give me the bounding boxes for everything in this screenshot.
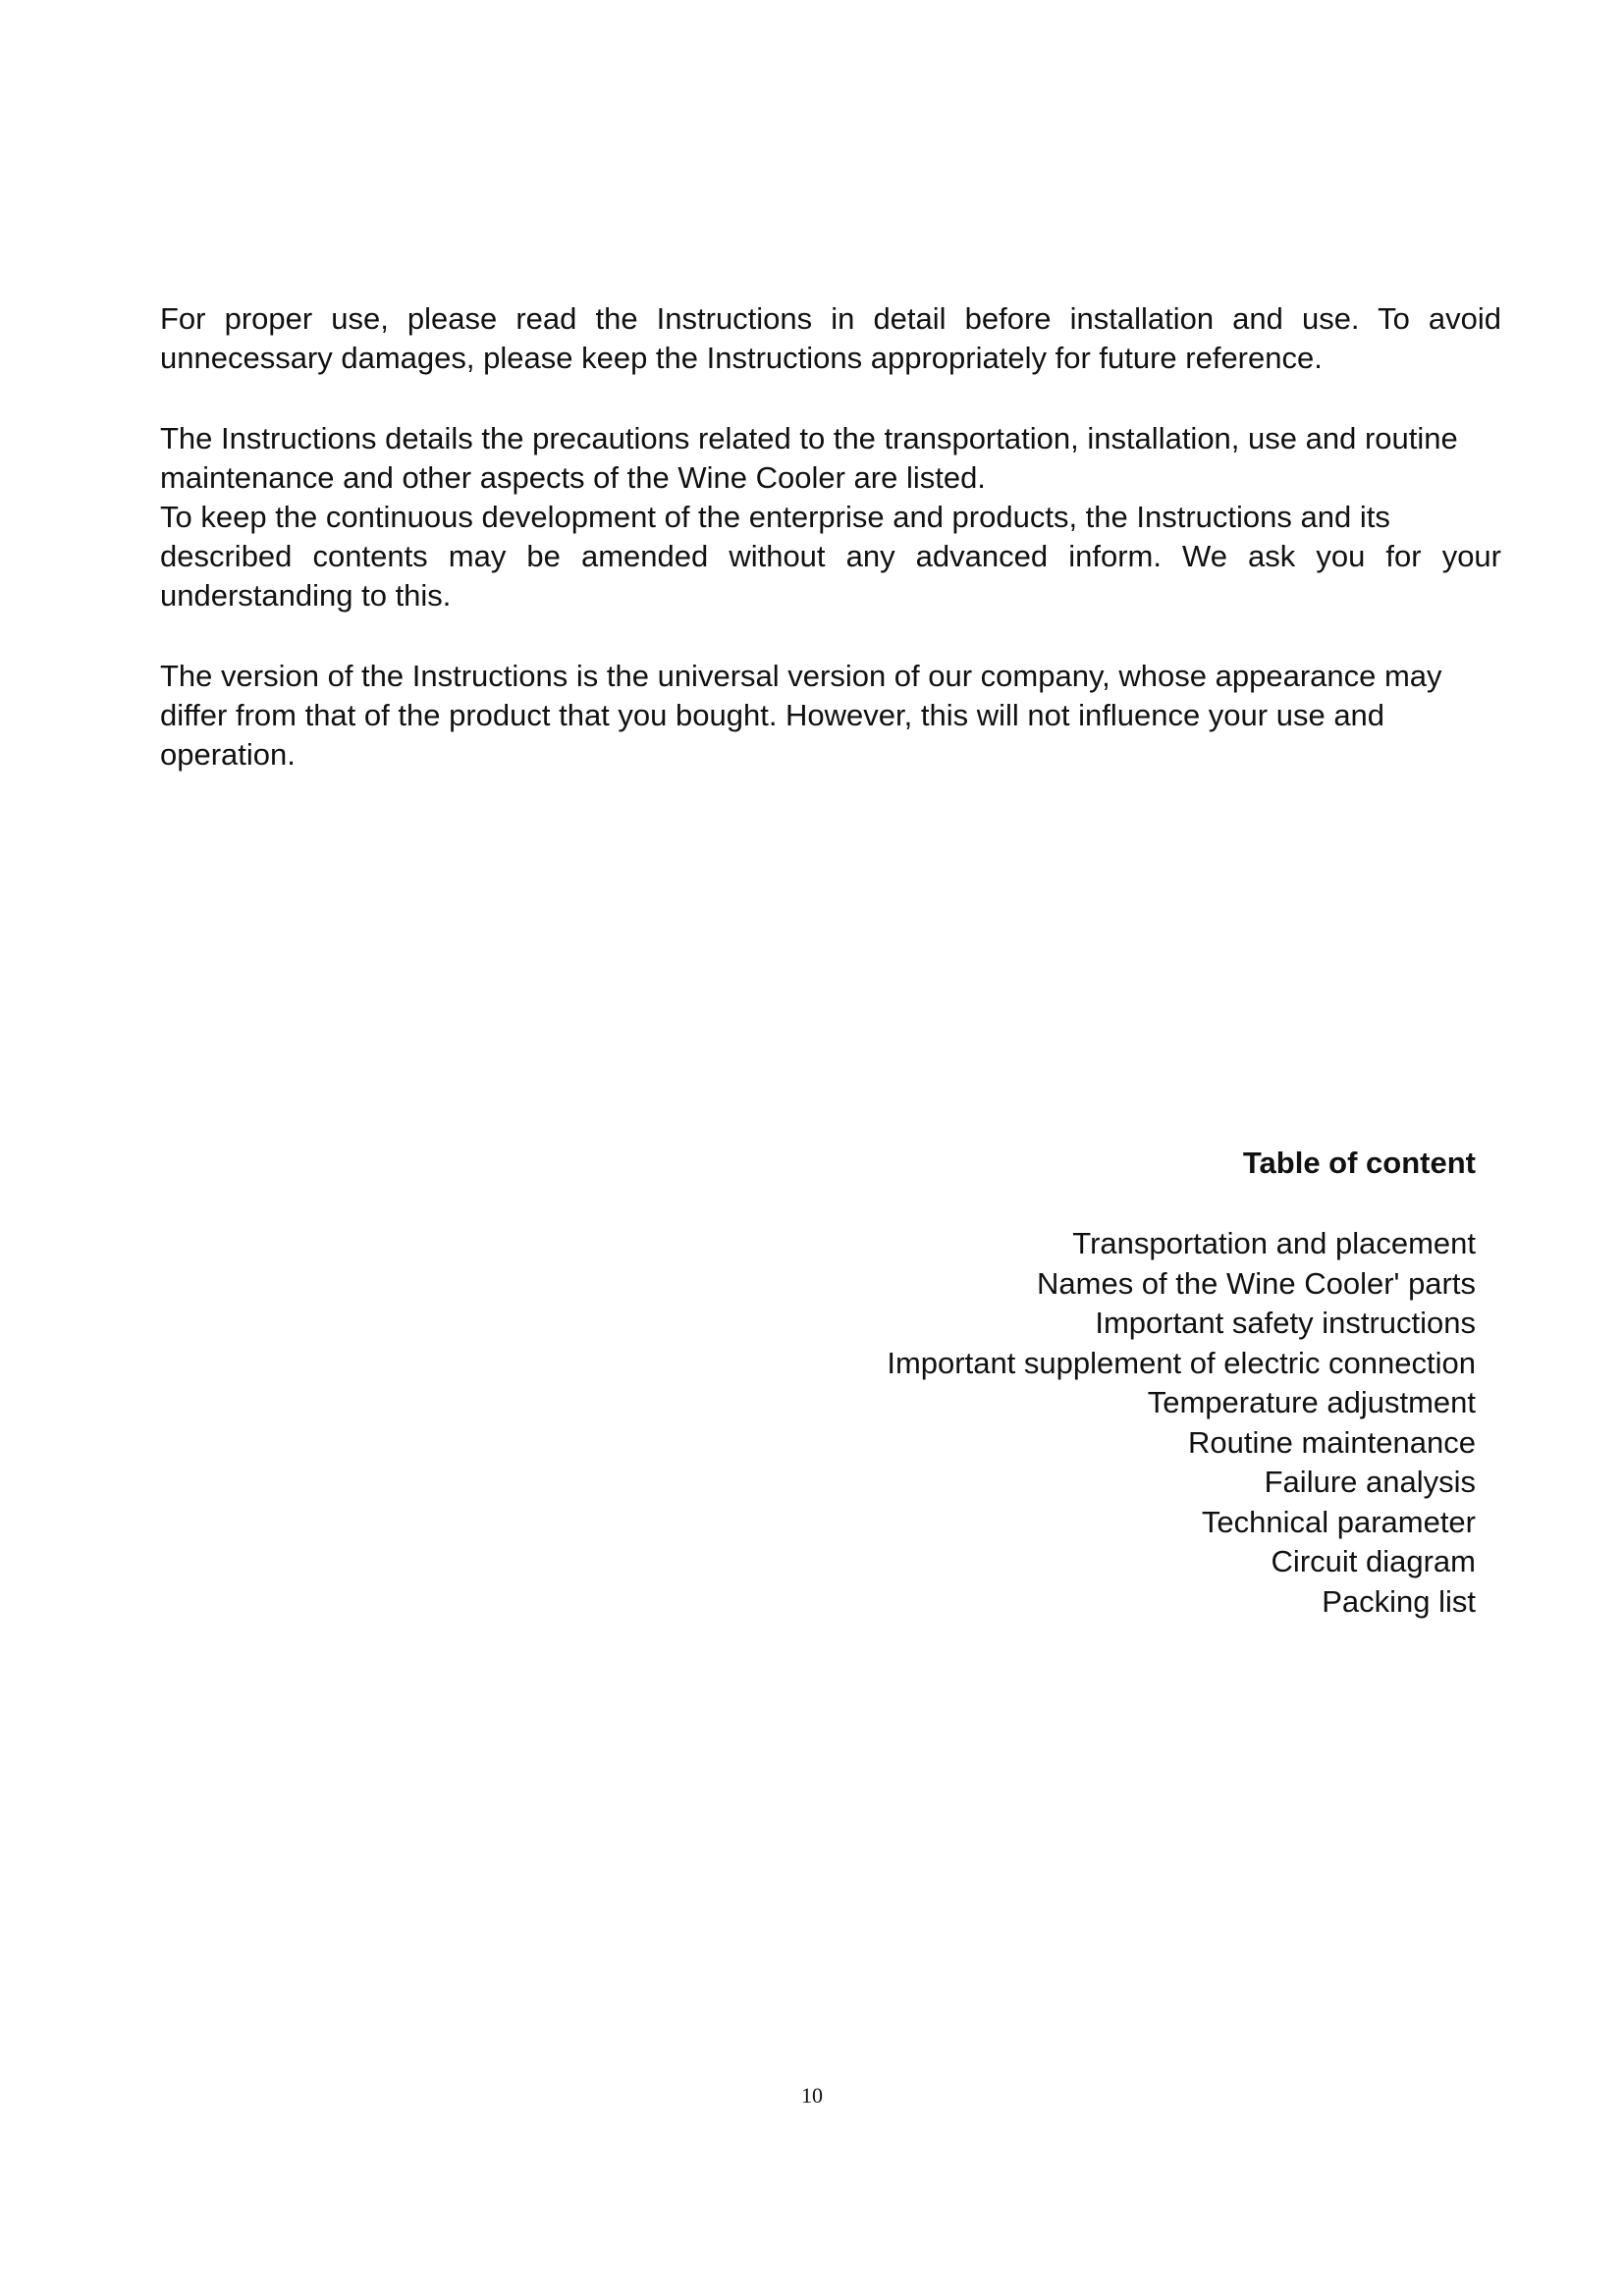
toc-list	[887, 1224, 1476, 1622]
toc-item: Packing list	[1322, 1583, 1476, 1619]
intro-line: The Instructions details the precautions related to the transportation, installation, use and routine	[160, 421, 1458, 455]
toc-item: Circuit diagram	[1271, 1544, 1476, 1578]
intro-line: The version of the Instructions is the universal version of our company, whose appearance may	[160, 659, 1442, 693]
intro-line: operation.	[160, 737, 296, 772]
intro-line: To keep the continuous development of the enterprise and products, the Instructions and its	[160, 500, 1390, 534]
intro-line: unnecessary damages, please keep the Instructions appropriately for future reference.	[160, 341, 1323, 375]
intro-line: differ from that of the product that you bought. However, this will not influence your use and	[160, 698, 1385, 732]
intro-line: For proper use, please read the Instructions in detail before installation and use. To avoid	[160, 301, 1501, 336]
table-of-contents	[887, 1144, 1476, 1622]
toc-item: Routine maintenance	[1188, 1424, 1476, 1460]
intro-line: described contents may be amended without any advanced inform. We ask you for your	[160, 539, 1501, 573]
toc-item: Temperature adjustment	[1147, 1385, 1476, 1419]
toc-item: Important supplement of electric connection	[887, 1345, 1476, 1380]
toc-item: Failure analysis	[1264, 1465, 1476, 1499]
intro-text	[160, 299, 1501, 774]
toc-item: Names of the Wine Cooler' parts	[1037, 1265, 1476, 1301]
intro-line: understanding to this.	[160, 578, 452, 613]
toc-item: Transportation and placement	[1072, 1226, 1476, 1260]
toc-title: Table of content	[1242, 1146, 1476, 1180]
toc-item: Important safety instructions	[1095, 1306, 1476, 1340]
intro-line: maintenance and other aspects of the Wine Cooler are listed.	[160, 460, 986, 495]
toc-item: Technical parameter	[1201, 1504, 1476, 1539]
page-number: 10	[801, 2083, 823, 2108]
